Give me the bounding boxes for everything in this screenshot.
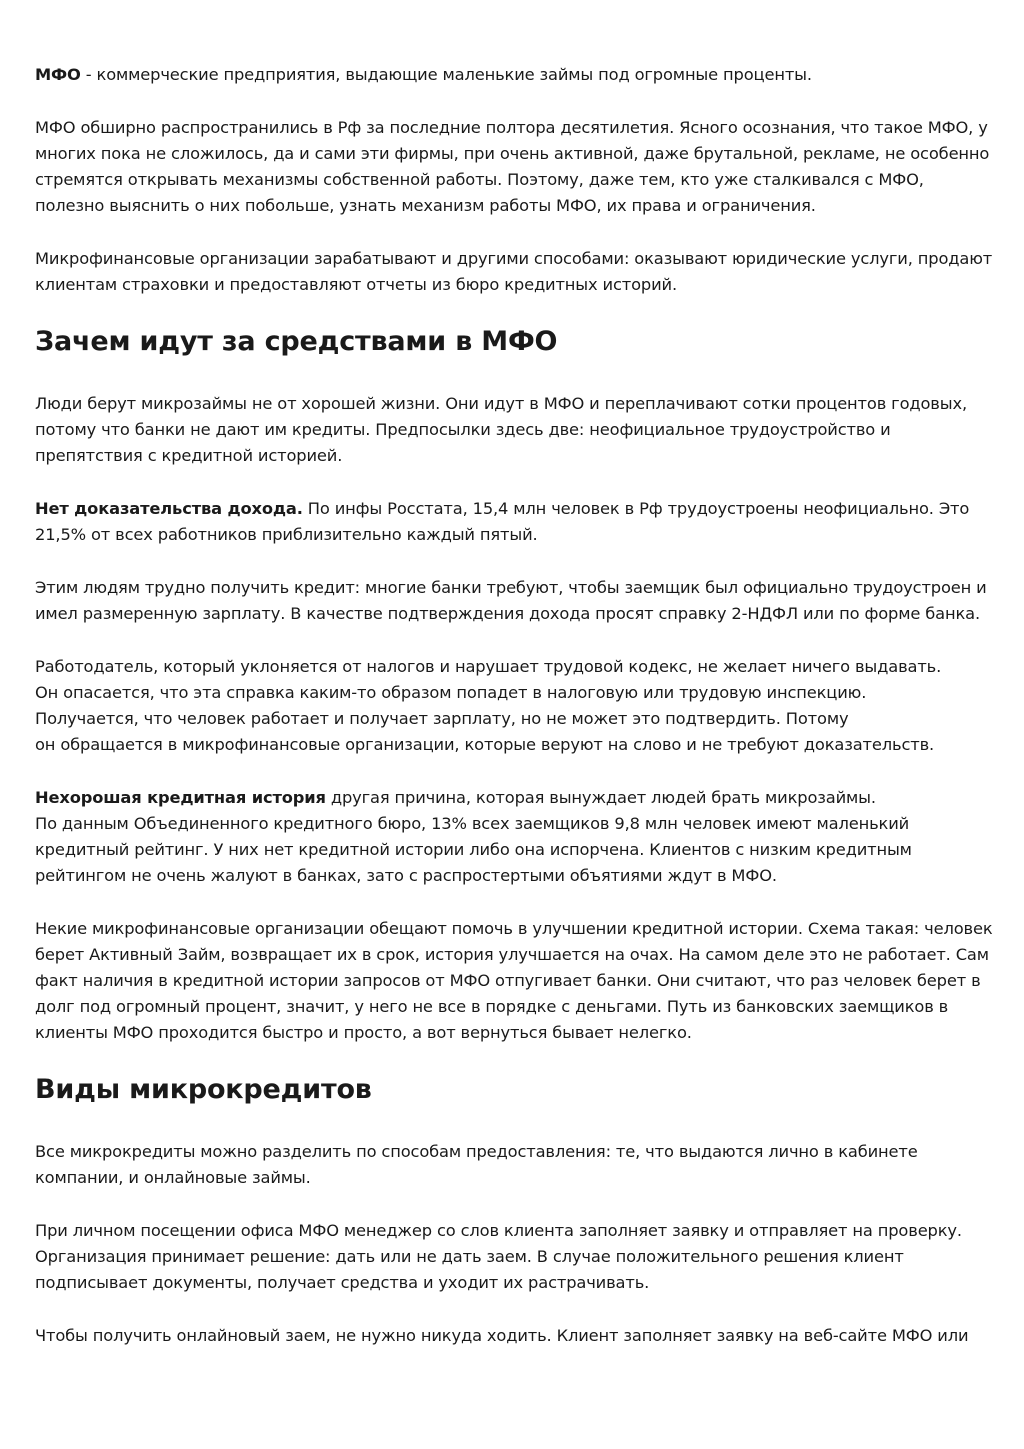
paragraph-office-visit: При личном посещении офиса МФО менеджер со слов клиента заполняет заявку и отправляет на проверку. Организация принимает решение: дать или не дать заем. В случае положительного решения клиент подписывает документы, получает средства и уходит их растрачивать. bbox=[35, 1221, 962, 1292]
paragraph-no-income-proof bbox=[35, 496, 995, 548]
document-body bbox=[35, 62, 995, 1376]
intro-definition: - коммерческие предприятия, выдающие маленькие займы под огромные проценты. bbox=[80, 65, 812, 84]
bad-credit-first-line bbox=[35, 785, 995, 811]
intro-paragraph bbox=[35, 62, 995, 88]
bad-credit-reason: другая причина, которая вынуждает людей брать микрозаймы. bbox=[325, 788, 876, 807]
employer-line: Он опасается, что эта справка каким-то образом попадет в налоговую или трудовую инспекцию. bbox=[35, 683, 867, 702]
heading-loan-types: Виды микрокредитов bbox=[35, 1074, 372, 1105]
paragraph-mfo-income: Микрофинансовые организации зарабатывают и другими способами: оказывают юридические услуги, продают клиентам страховки и предоставляют отчеты из бюро кредитных историй. bbox=[35, 249, 993, 294]
paragraph-loan-categories: Все микрокредиты можно разделить по способам предоставления: те, что выдаются лично в кабинете компании, и онлайновые займы. bbox=[35, 1142, 918, 1187]
heading-why-mfo: Зачем идут за средствами в МФО bbox=[35, 326, 558, 357]
paragraph-credit-improvement: Некие микрофинансовые организации обещают помочь в улучшении кредитной истории. Схема такая: человек берет Активный Займ, возвращает их в срок, история улучшается на очах. На самом деле это не работает. Сам факт наличия в кредитной истории запросов от МФО отпугивает банки. Они считают, что раз человек берет в долг под огромный процент, значит, у него не все в порядке с деньгами. Путь из банковских заемщиков в клиенты МФО проходится быстро и просто, а вот вернуться бывает нелегко. bbox=[35, 919, 993, 1042]
no-income-proof-text: По инфы Росстата, 15,4 млн человек в Рф трудоустроены неофициально. Это 21,5% от всех работников приблизительно каждый пятый. bbox=[35, 499, 970, 544]
paragraph-mfo-spread: МФО обширно распространились в Рф за последние полтора десятилетия. Ясного осознания, что такое МФО, у многих пока не сложилось, да и сами эти фирмы, при очень активной, даже брутальной, рекламе, не особенно стремятся открывать механизмы собственной работы. Поэтому, даже тем, кто уже сталкивался с МФО, полезно выяснить о них побольше, узнать механизм работы МФО, их права и ограничения. bbox=[35, 118, 990, 215]
paragraph-employer bbox=[35, 654, 995, 758]
no-income-proof-term: Нет доказательства дохода. bbox=[35, 499, 303, 518]
paragraph-bad-credit-history bbox=[35, 785, 995, 889]
bad-credit-term: Нехорошая кредитная история bbox=[35, 788, 326, 807]
bad-credit-details: По данным Объединенного кредитного бюро, 13% всех заемщиков 9,8 млн человек имеют маленький кредитный рейтинг. У них нет кредитной истории либо она испорчена. Клиентов с низким кредитным рейтингом не очень жалуют в банках, зато с распростертыми объятиями ждут в МФО. bbox=[35, 814, 912, 885]
employer-line: Получается, что человек работает и получает зарплату, но не может это подтвердить. Потому bbox=[35, 709, 849, 728]
paragraph-hard-to-get-credit: Этим людям трудно получить кредит: многие банки требуют, чтобы заемщик был официально трудоустроен и имел размеренную зарплату. В качестве подтверждения дохода просят справку 2-НДФЛ или по форме банка. bbox=[35, 578, 987, 623]
paragraph-online-loan: Чтобы получить онлайновый заем, не нужно никуда ходить. Клиент заполняет заявку на веб-сайте МФО или bbox=[35, 1326, 969, 1345]
employer-line: Работодатель, который уклоняется от налогов и нарушает трудовой кодекс, не желает ничего выдавать. bbox=[35, 657, 942, 676]
paragraph-people-borrow: Люди берут микрозаймы не от хорошей жизни. Они идут в МФО и переплачивают сотки процентов годовых, потому что банки не дают им кредиты. Предпосылки здесь две: неофициальное трудоустройство и препятствия с кредитной историей. bbox=[35, 394, 967, 465]
employer-line: он обращается в микрофинансовые организации, которые веруют на слово и не требуют доказательств. bbox=[35, 735, 935, 754]
intro-term: МФО bbox=[35, 65, 81, 84]
